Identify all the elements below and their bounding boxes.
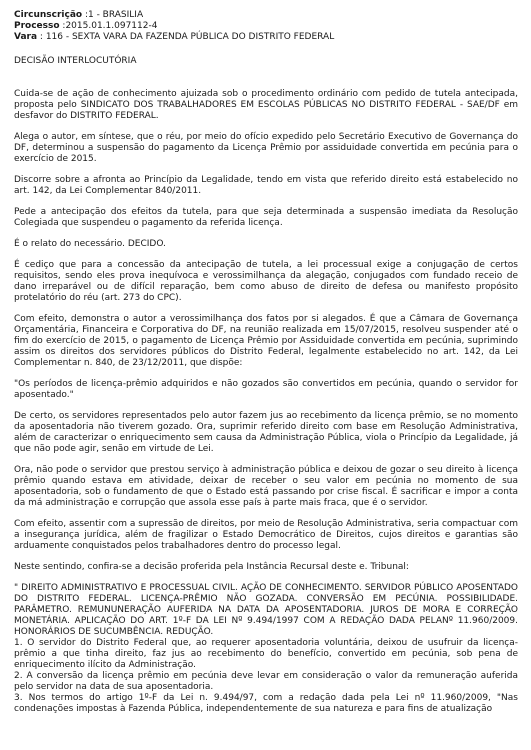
ementa-item: 3. Nos termos do artigo 1º-F da Lei n. 9.494/97, com a redação dada pela Lei nº 11.960/2009, "Nas condenações impostas à Fazenda Pública, independentemente de sua natureza e para fins de atualização: [14, 693, 518, 714]
paragraph: Pede a antecipação dos efeitos da tutela, para que seja determinada a suspensão imediata da Resolução Colegiada que suspendeu o pagamento da referida licença.: [14, 207, 518, 228]
ementa-item: 1. O servidor do Distrito Federal que, ao requerer aposentadoria voluntária, deixou de usufruir da licença-prêmio a que tinha direito, faz jus ao recebimento do benefício, convertido em pecúnia, sob pena de enriquecimento ilícito da Administração.: [14, 638, 518, 670]
circunscricao-label: Circunscrição: [14, 10, 83, 20]
ementa-caps: " DIREITO ADMINISTRATIVO E PROCESSUAL CIVIL. AÇÃO DE CONHECIMENTO. SERVIDOR PÚBLICO APOSENTADO DO DISTRITO FEDERAL. LICENÇA-PRÊMIO NÃO GOZADA. CONVERSÃO EM PECÚNIA. POSSIBILIDADE. PARÂMETRO. REMUNUNERAÇÃO AUFERIDA NA DATA DA APOSENTADORIA. JUROS DE MORA E CORREÇÃO MONETÁRIA. APLICAÇÃO DO ART. 1º-F DA LEI Nº 9.494/1997 COM A REDAÇÃO DADA PELANº 11.960/2009. HONORÁRIOS DE SUCUMBÊNCIA. REDUÇÃO.: [14, 583, 518, 637]
paragraph: Com efeito, demonstra o autor a verossimilhança dos fatos por si alegados. É que a Câmara de Governança Orçamentária, Financeira e Corporativa do DF, na reunião realizada em 15/07/2015, resolveu suspender até o fim do exercício de 2015, o pagamento de Licença Prêmio por Assiduidade convertida em pecúnia, suprimindo assim os direitos dos servidores públicos do Distrito Federal, legalmente estabelecido no art. 142, da Lei Complementar n. 840, de 23/12/2011, que dispõe:: [14, 314, 518, 368]
paragraph: É cediço que para a concessão da antecipação de tutela, a lei processual exige a conjugação de certos requisitos, sendo eles prova inequívoca e verossimilhança da alegação, conjugados com fundado receio de dano irreparável ou de difícil reparação, bem como abuso de direito de defesa ou manifesto propósito protelatório do réu (art. 273 do CPC).: [14, 260, 518, 303]
vara-value: : 116 - SEXTA VARA DA FAZENDA PÚBLICA DO DISTRITO FEDERAL: [37, 32, 335, 42]
vara-label: Vara: [14, 32, 38, 42]
law-quote: "Os períodos de licença-prêmio adquiridos e não gozados são convertidos em pecúnia, quando o servidor for aposentado.": [14, 379, 518, 400]
paragraph: De certo, os servidores representados pelo autor fazem jus ao recebimento da licença prêmio, se no momento da aposentadoria não tiverem gozado. Ora, suprimir referido direito com base em Resolução Administrativa, além de caracterizar o enriquecimento sem causa da Administração Pública, viola o Princípio da Legalidade, já que não pode agir, senão em virtude de Lei.: [14, 411, 518, 454]
document-title: DECISÃO INTERLOCUTÓRIA: [14, 56, 137, 66]
paragraph: Discorre sobre a afronta ao Princípio da Legalidade, tendo em vista que referido direito está estabelecido no art. 142, da Lei Complementar 840/2011.: [14, 175, 518, 196]
processo-label: Processo: [14, 21, 60, 31]
header-vara: [14, 32, 518, 43]
paragraph: É o relato do necessário. DECIDO.: [14, 239, 166, 249]
processo-value: :2015.01.1.097112-4: [59, 21, 158, 31]
paragraph: Neste sentindo, confira-se a decisão proferida pela Instância Recursal deste e. Tribunal:: [14, 562, 409, 572]
paragraph: Cuida-se de ação de conhecimento ajuizada sob o procedimento ordinário com pedido de tutela antecipada, proposta pelo SINDICATO DOS TRABALHADORES EM ESCOLAS PÚBLICAS NO DISTRITO FEDERAL - SAE/DF em desfavor do DISTRITO FEDERAL.: [14, 89, 518, 121]
header-circunscricao: [14, 10, 518, 21]
header-processo: [14, 21, 518, 32]
ementa-item: 2. A conversão da licença prêmio em pecúnia deve levar em consideração o valor da remuneração auferida pelo servidor na data de sua aposentadoria.: [14, 671, 518, 692]
document-page: [14, 10, 518, 715]
circunscricao-value: :1 - BRASILIA: [82, 10, 144, 20]
paragraph: Alega o autor, em síntese, que o réu, por meio do ofício expedido pelo Secretário Executivo de Governança do DF, determinou a suspensão do pagamento da Licença Prêmio por assiduidade convertida em pecúnia para o exercício de 2015.: [14, 132, 518, 164]
paragraph: Ora, não pode o servidor que prestou serviço à administração pública e deixou de gozar o seu direito à licença prêmio quando estava em atividade, deixar de receber o seu valor em pecúnia no momento de sua aposentadoria, sob o fundamento de que o Estado está passando por crise fiscal. É sacrificar e impor a conta da má administração e corrupção que assola esse país à parte mais fraca, que é o servidor.: [14, 465, 518, 508]
paragraph: Com efeito, assentir com a supressão de direitos, por meio de Resolução Administrativa, seria compactuar com a insegurança jurídica, além de fragilizar o Estado Democrático de Direitos, cujos direitos e garantias são arduamente conquistados pelos trabalhadores dentro do processo legal.: [14, 519, 518, 551]
